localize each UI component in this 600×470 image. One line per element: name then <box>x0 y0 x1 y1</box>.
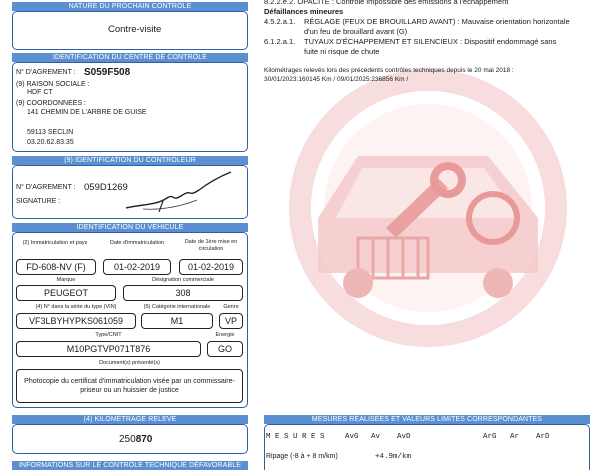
mesures-panel <box>264 424 590 470</box>
kilometrage-panel <box>12 424 248 454</box>
defect-line0-code: 8.2.2.e.2. <box>264 0 296 6</box>
mesures-col-avd: AvD <box>397 433 411 441</box>
ripage-value: +4.9m/km <box>375 453 412 461</box>
designation-caption: Désignation commerciale <box>152 277 214 283</box>
vin-caption: (4) N° dans la série du type (VIN) <box>35 304 117 310</box>
centre-phone: 03.20.62.83.35 <box>27 139 74 146</box>
watermark-logo <box>288 68 568 348</box>
type-value: M10PGTVP071T876 <box>16 341 201 357</box>
docs-caption: Document(s) présenté(s) <box>99 360 160 366</box>
vehicule-panel <box>12 232 248 408</box>
next-visit-header: NATURE DU PROCHAIN CONTRÔLE <box>12 2 248 11</box>
footer-header: INFORMATIONS SUR LE CONTRÔLE TECHNIQUE DÉFAVORABLE <box>12 461 248 470</box>
vehicule-header: IDENTIFICATION DU VÉHICULE <box>12 223 248 232</box>
defect-line1-text: RÉGLAGE (FEUX DE BROUILLARD AVANT) : Mauvaise orientation horizontale <box>304 17 570 26</box>
km-history-line1: Kilométrages relevés lors des précédents contrôles techniques depuis le 20 mai 2018 : <box>264 67 514 74</box>
controleur-panel <box>12 165 248 219</box>
categorie-caption: (5) Catégorie internationale <box>143 304 211 310</box>
mesures-col-ard: ArD <box>536 433 550 441</box>
kilometrage-value <box>119 434 152 445</box>
immat-value: FD-608-NV (F) <box>16 259 96 275</box>
marque-value: PEUGEOT <box>16 285 116 301</box>
mesures-col-av: Av <box>371 433 381 441</box>
centre-agrement-label: N° D'AGREMENT : <box>16 69 76 76</box>
centre-agrement-value: S059F508 <box>84 67 131 78</box>
vin-value: VF3LBYHYPKS061059 <box>16 313 136 329</box>
controleur-header: (9) IDENTIFICATION DU CONTRÔLEUR <box>12 156 248 165</box>
centre-raison-label: (9) RAISON SOCIALE : <box>16 81 90 88</box>
defect-line2-code: 6.1.2.a.1. <box>264 37 296 46</box>
defect-line1-code: 4.5.2.a.1. <box>264 17 296 26</box>
mineures-title: Défaillances mineures <box>264 7 344 16</box>
centre-header: IDENTIFICATION DU CENTRE DE CONTRÔLE <box>12 53 248 62</box>
date-circ-value: 01-02-2019 <box>179 259 243 275</box>
km-history-line2: 30/01/2023:160145 Km / 09/01/2025:236856 Km / <box>264 76 409 83</box>
categorie-value: M1 <box>141 313 213 329</box>
next-visit-value: Contre-visite <box>108 24 162 35</box>
date-immat-caption: Date d'immatriculation <box>109 240 165 246</box>
defect-line1-cont: d'un feu de brouillard avant (G) <box>304 27 408 36</box>
marque-caption: Marque <box>56 277 76 283</box>
defect-line2-text: TUYAUX D'ÉCHAPPEMENT ET SILENCIEUX : Dispositif endommagé sans <box>304 37 557 46</box>
docs-value: Photocopie du certificat d'immatriculation visée par un commissaire-priseur ou un huissier de justice <box>16 369 243 403</box>
centre-panel <box>12 62 248 152</box>
kilometrage-header: (4) KILOMÉTRAGE RELEVÉ <box>12 415 248 424</box>
type-caption: Type/CNIT <box>95 332 122 338</box>
defect-line2-cont: fuite ni risque de chute <box>304 47 380 56</box>
immat-caption: (2) Immatriculation et pays <box>22 240 88 246</box>
designation-value: 308 <box>123 285 243 301</box>
defect-line0-text: OPACITE : Contrôle impossible des émissions à l'échappement <box>297 0 509 6</box>
controleur-signature-label: SIGNATURE : <box>16 198 61 205</box>
energie-caption: Energie <box>215 332 235 338</box>
date-immat-value: 01-02-2019 <box>103 259 171 275</box>
centre-address-line2: 59113 SECLIN <box>27 129 74 136</box>
centre-raison-value: HDF CT <box>27 89 53 96</box>
controleur-agrement-value: 059D1269 <box>84 182 128 193</box>
ripage-label: Ripage (-8 à + 8 m/km) <box>266 453 338 460</box>
centre-coord-label: (9) COORDONNEES : <box>16 100 87 107</box>
centre-address-line1: 141 CHEMIN DE L'ARBRE DE GUISE <box>27 109 147 116</box>
date-circ-caption: Date de 1ère mise en circulation <box>184 239 238 252</box>
next-visit-panel <box>12 11 248 50</box>
mesures-header: MESURES RÉALISÉES ET VALEURS LIMITES CORRESPONDANTES <box>264 415 590 424</box>
defect-line0 <box>264 0 508 6</box>
mesures-col-ar: Ar <box>510 433 520 441</box>
kilometrage-value-prefix: 250 <box>119 434 136 445</box>
energie-value: GO <box>207 341 243 357</box>
kilometrage-value-suffix: 870 <box>135 434 153 445</box>
mesures-col-arg: ArG <box>483 433 497 441</box>
controleur-agrement-label: N° D'AGREMENT : <box>16 184 76 191</box>
signature-scribble <box>123 168 238 218</box>
genre-caption: Genre <box>223 304 239 310</box>
mesures-col-label: M E S U R E S <box>266 433 325 441</box>
mesures-col-avg: AvG <box>345 433 359 441</box>
genre-value: VP <box>219 313 243 329</box>
